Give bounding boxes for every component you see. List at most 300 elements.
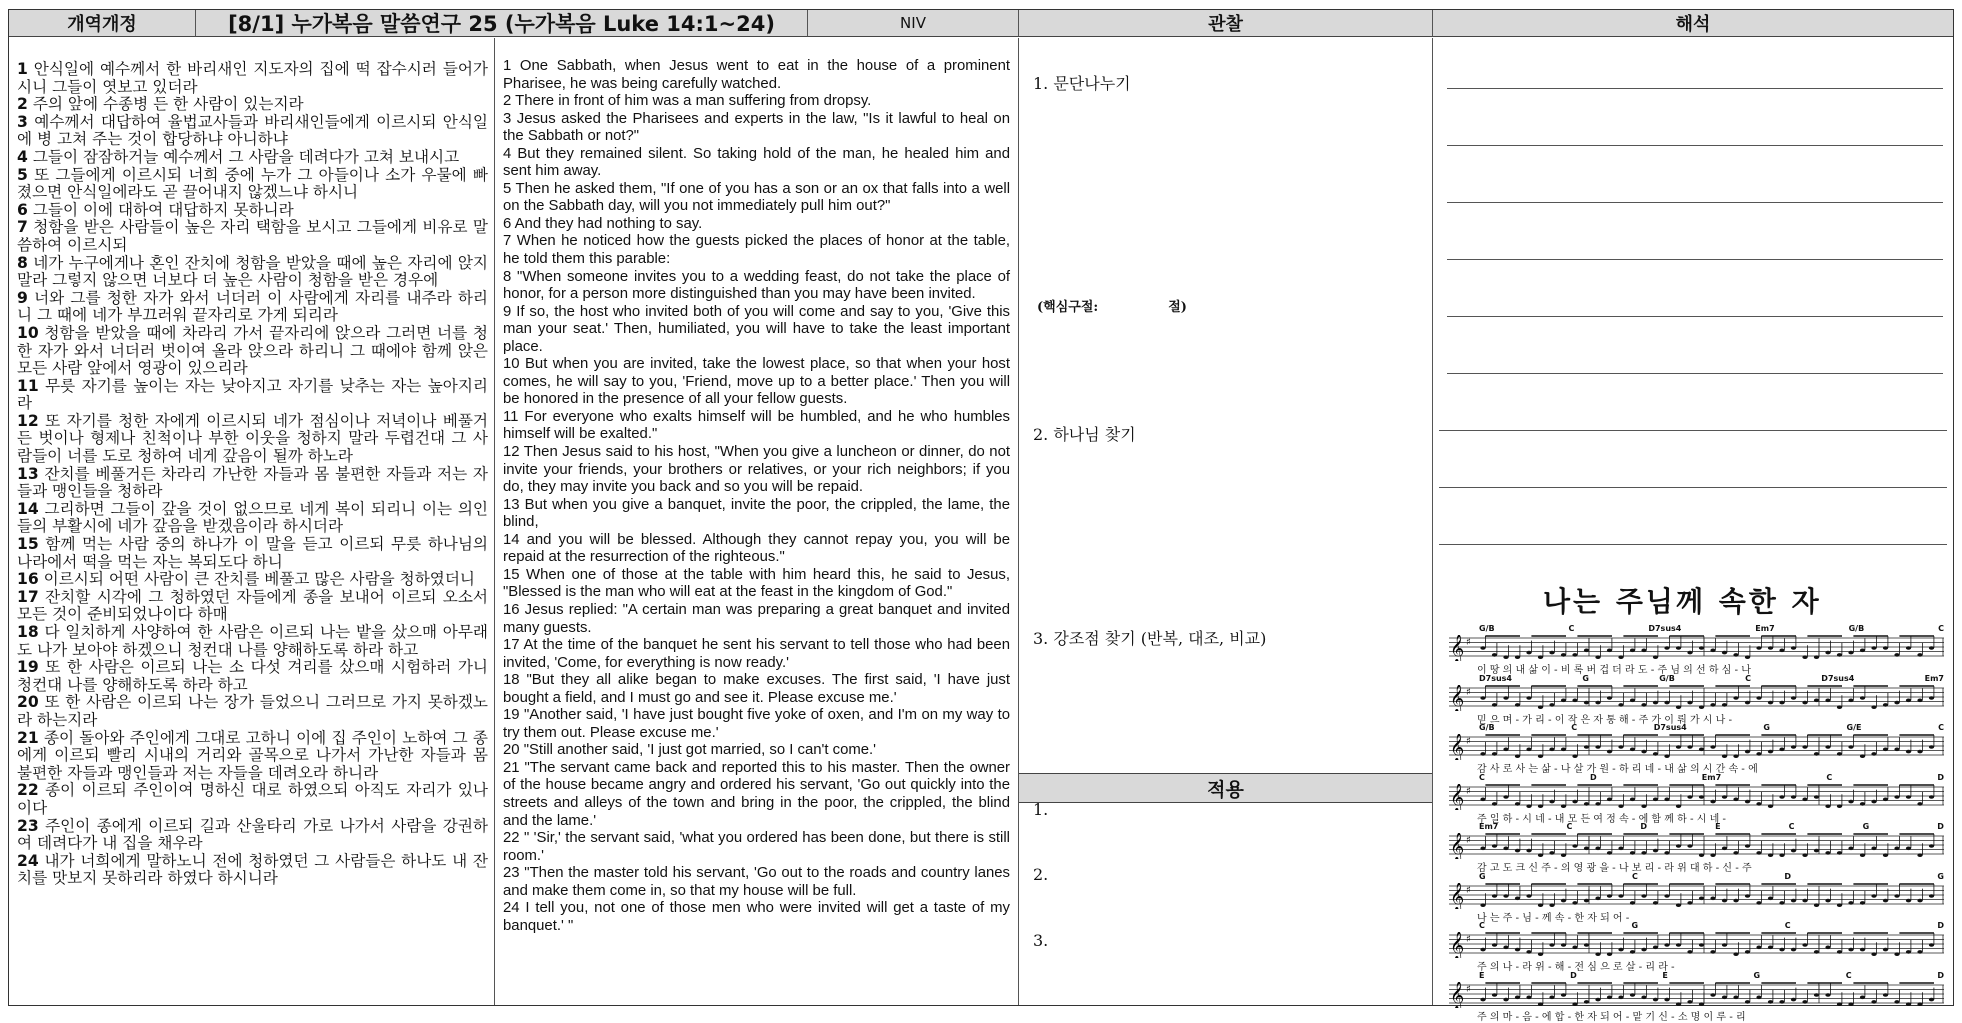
music-note [1722,995,1727,999]
music-note [1699,943,1704,947]
music-note [1848,901,1853,905]
chord-symbol: C [1479,772,1485,782]
chord-symbol: C [1568,624,1575,633]
interpretation-column [1433,38,1953,1023]
music-note [1526,651,1531,655]
writing-line [1447,145,1943,146]
music-note [1848,745,1853,749]
chord-symbol: G/B [1848,624,1865,633]
music-note [1722,847,1727,851]
music-note [1733,797,1738,801]
music-note [1676,646,1681,650]
chord-symbol: E [1715,822,1721,831]
music-note [1733,653,1738,657]
verse-text: 주의 앞에 수종병 든 한 사람이 있는지라 [27,95,304,114]
music-note [1768,896,1773,900]
verse-number: 7 [503,233,512,250]
verse-number: 18 [503,672,520,689]
music-note [1883,948,1888,952]
music-note [1618,703,1623,707]
music-note [1699,795,1704,799]
music-note [1630,950,1635,954]
music-note [1561,993,1566,997]
application-item-3: 3. [1033,931,1049,950]
music-note [1492,844,1497,848]
music-note [1871,705,1876,709]
music-note [1480,997,1485,1001]
niv-verse [503,497,1010,532]
music-note [1595,847,1600,851]
chord-symbol: D7sus4 [1648,624,1682,633]
verse-number: 2 [503,93,512,110]
treble-clef-icon: 𝄞 [1450,734,1465,760]
music-note [1618,847,1623,851]
verse-number: 15 [17,535,39,554]
music-note [1722,651,1727,655]
music-note [1607,851,1612,855]
music-note [1722,754,1727,758]
music-note [1906,898,1911,902]
music-note [1860,754,1865,758]
niv-verse [503,269,1010,304]
music-note [1664,754,1669,758]
verse-number: 22 [503,830,520,847]
music-note [1630,851,1635,855]
music-note [1848,948,1853,952]
niv-verse [503,637,1010,672]
staff-lines [1449,734,1944,760]
music-note [1687,745,1692,749]
music-note [1664,894,1669,898]
staff-lines [1449,932,1944,958]
music-note [1687,950,1692,954]
verse-text: " 'Sir,' the servant said, 'what you ordered has been done, but there is still room.' [503,830,1010,864]
music-note [1733,851,1738,855]
treble-clef-icon: 𝄞 [1450,783,1465,810]
music-note [1871,646,1876,650]
verse-text: 안식일에 예수께서 한 바리새인 지도자의 집에 떡 잡수시러 들어가시니 그들이 엿보고 있더라 [17,60,488,96]
verse-number: 17 [17,587,39,606]
music-note [1526,995,1531,999]
music-note [1572,653,1577,657]
music-note [1584,847,1589,851]
verse-number: 1 [503,58,512,74]
music-note [1802,700,1807,704]
verse-text: "But they all alike began to make excuses. The first said, 'I have just bought a field, and I must go and see it. Please excuse me.' [503,672,1010,706]
music-note [1595,997,1600,1001]
music-note [1630,748,1635,752]
music-note [1607,995,1612,999]
music-note [1676,903,1681,907]
music-note [1929,646,1934,650]
music-note [1526,894,1531,898]
music-note [1653,655,1658,659]
verse-number: 7 [17,218,28,237]
chord-symbol: G [1631,921,1639,930]
music-note [1549,799,1554,803]
music-note [1906,847,1911,851]
verse-text: 종이 이르되 주인이여 명하신 대로 하였으되 아직도 자리가 있나이다 [17,781,488,817]
music-note [1802,655,1807,659]
key-signature-icon: ♯ [1466,934,1471,945]
music-note [1848,799,1853,803]
application-item-2: 2. [1033,865,1049,884]
music-note [1768,853,1773,857]
music-note [1584,943,1589,947]
staff-lines [1449,784,1944,810]
music-note [1492,752,1497,756]
verse-text: 청함을 받았을 때에 차라리 가서 끝자리에 앉으라 그러면 너를 청한 자가 와서 너더러 벗이여 올라 앉으라 하리니 그 때에야 함께 앉은 모든 사람 앞에서 영광이 있으리라 [17,323,488,378]
music-note [1699,646,1704,650]
music-note [1503,795,1508,799]
observation-item-2: 2. 하나님 찾기 [1033,425,1136,444]
niv-verse [503,111,1010,146]
niv-verse [503,93,1010,111]
music-note [1894,795,1899,799]
music-note [1526,849,1531,853]
chord-symbol: G [1937,871,1944,881]
music-note [1779,748,1784,752]
music-note [1515,896,1520,900]
music-note [1584,802,1589,806]
music-note [1871,799,1876,803]
music-note [1503,748,1508,752]
music-note [1641,649,1646,653]
music-note [1791,948,1796,952]
music-note [1871,894,1876,898]
music-note [1584,1000,1589,1004]
verse-number: 3 [503,110,512,127]
music-note [1664,943,1669,947]
music-note [1561,943,1566,947]
verse-number: 5 [503,180,512,197]
music-note [1894,653,1899,657]
verse-number: 23 [503,865,520,882]
verse-text: "The servant came back and reported this to his master. Then the owner of the house became angry and ordered his servant, 'Go out quickly into the streets and alleys of the town and bring in the poor, the crippled, the blind and the lame.' [503,759,1010,829]
korean-verse [17,413,488,466]
treble-clef-icon: 𝄞 [1450,932,1465,958]
niv-verses-column [495,38,1019,1005]
chord-symbol: C [1784,921,1791,930]
music-note [1791,696,1796,700]
verse-text: "When someone invites you to a wedding feast, do not take the place of honor, for a person more distinguished than you may have been invited. [503,268,1010,303]
music-note [1779,853,1784,857]
music-note [1848,698,1853,702]
staff-lines [1449,635,1944,661]
music-note [1526,950,1531,954]
music-note [1860,802,1865,806]
music-note [1894,894,1899,898]
music-note [1699,1002,1704,1006]
niv-verse [503,602,1010,637]
music-note [1825,698,1830,702]
music-note [1561,653,1566,657]
music-note [1503,997,1508,1001]
key-signature-icon: ♯ [1466,835,1471,846]
korean-verse [17,378,488,413]
verse-number: 16 [503,601,520,618]
writing-line [1439,544,1947,545]
verse-text: 또 한 사람은 이르되 나는 소 다섯 겨리를 샀으매 시험하러 가니 청컨대 나를 양해하도록 하라 하고 [17,658,488,694]
verse-number: 8 [17,253,28,272]
music-note [1756,646,1761,650]
music-note [1538,705,1543,709]
korean-verse [17,624,488,659]
music-note [1710,950,1715,954]
music-note [1607,952,1612,956]
music-note [1779,901,1784,905]
music-note [1768,750,1773,754]
music-note [1722,703,1727,707]
music-note [1779,1000,1784,1004]
chord-symbol: D7sus4 [1479,673,1512,683]
music-note [1745,700,1750,704]
music-note [1515,754,1520,758]
chord-symbol: D [1784,871,1791,881]
music-note [1641,995,1646,999]
music-note [1917,653,1922,657]
music-note [1871,847,1876,851]
music-note [1676,1002,1681,1006]
music-note [1664,646,1669,650]
music-note [1561,853,1566,857]
verse-text: And they had nothing to say. [511,215,703,232]
music-note [1825,745,1830,749]
verse-text: 또 그들에게 이르시되 너희 중에 누가 그 아들이나 소가 우물에 빠졌으면 안식일에라도 곧 끌어내지 않겠느냐 하시니 [17,165,488,202]
music-note [1549,851,1554,855]
music-note [1549,995,1554,999]
music-note [1515,655,1520,659]
music-note [1906,646,1911,650]
lyrics-line: 주 의 마 - 음 - 에 합 - 한 자 되 어 - 맡 기 신 - 소 명 이 루 - 리 [1477,1011,1746,1023]
music-note [1710,799,1715,803]
music-note [1676,844,1681,848]
music-note [1733,952,1738,956]
observation-column [1019,38,1433,1005]
study-sheet [8,9,1954,1023]
observation-header: 관찰 [1019,10,1433,37]
verse-text: 그들이 잠잠하거늘 예수께서 그 사람을 데려다가 고쳐 보내시고 [27,147,460,166]
music-note [1595,655,1600,659]
music-note [1549,748,1554,752]
music-note [1607,750,1612,754]
verse-number: 11 [17,376,39,395]
music-note [1526,696,1531,700]
music-note [1480,847,1485,851]
music-note [1561,698,1566,702]
music-note [1618,995,1623,999]
music-note [1561,898,1566,902]
music-note [1538,853,1543,857]
music-note [1883,993,1888,997]
music-note [1664,700,1669,704]
music-note [1572,844,1577,848]
music-note [1791,646,1796,650]
music-note [1825,851,1830,855]
verse-number: 11 [503,408,519,425]
music-note [1676,804,1681,808]
music-note [1492,653,1497,657]
music-note [1653,946,1658,950]
verse-text: 또 한 사람은 이르되 나는 장가 들었으니 그러므로 가지 못하겠노라 하는지라 [17,693,488,729]
music-note [1561,804,1566,808]
music-note [1756,696,1761,700]
music-note [1699,853,1704,857]
verse-text: Then Jesus said to his host, "When you give a luncheon or dinner, do not invite your friends, your brothers or relatives, or your rich neighbors; if you do, they may invite you back and so you will be repaid. [503,444,1010,496]
niv-verse [503,707,1010,742]
korean-verse [17,290,488,325]
music-note [1526,748,1531,752]
niv-verse [503,760,1010,830]
music-note [1676,745,1681,749]
music-note [1572,698,1577,702]
verse-text: When he noticed how the guests picked the places of honor at the table, he told them this parable: [503,233,1010,268]
music-note [1779,700,1784,704]
chord-symbol: D7sus4 [1821,673,1855,683]
music-note [1814,993,1819,997]
niv-verse [503,409,1010,444]
verse-text: 주인이 종에게 이르되 길과 산울타리 가로 나가서 사람을 강권하여 데려다가 내 집을 채우라 [17,816,488,853]
music-note [1653,997,1658,1001]
page-title: [8/1] 누가복음 말씀연구 25 (누가복음 Luke 14:1~24) [196,10,808,37]
music-note [1756,901,1761,905]
music-note [1664,997,1669,1001]
writing-line [1447,316,1943,317]
music-note [1722,795,1727,799]
music-note [1814,752,1819,756]
music-note [1837,705,1842,709]
verse-text: One Sabbath, when Jesus went to eat in the house of a prominent Pharisee, he was being carefully watched. [503,58,1010,92]
music-note [1710,853,1715,857]
verse-number: 15 [503,566,520,583]
music-note [1906,750,1911,754]
music-note [1779,649,1784,653]
verse-text: 함께 먹는 사람 중의 하나가 이 말을 듣고 이르되 무릇 하나님의 나라에서 떡을 먹는 자는 복되도다 하니 [17,535,488,571]
lyrics-line: 나 는 주 - 님 - 께 속 - 한 자 되 어 - [1477,912,1630,924]
music-note [1538,655,1543,659]
korean-verse [17,255,488,290]
chord-symbol: D [1937,772,1944,782]
music-note [1860,948,1865,952]
niv-verse [503,900,1010,935]
music-note [1802,853,1807,857]
verse-number: 20 [17,693,39,712]
music-staff [1449,822,1944,872]
verse-text: 종이 돌아와 주인에게 그대로 고하니 이에 집 주인이 노하여 그 종에게 이르되 빨리 시내의 거리와 골목으로 나가서 가난한 자들과 몸 불편한 자들과 맹인들과 저는 자들을 데려오라 하니라 [17,728,488,782]
music-note [1883,646,1888,650]
lyrics-line: 주 일 하 - 시 네 - 내 모 든 여 정 속 - 에 함 께 하 - 시 네 - [1477,813,1727,825]
chord-symbol: C [1788,822,1795,831]
staff-lines [1449,883,1944,909]
music-note [1722,943,1727,947]
music-note [1756,995,1761,999]
music-note [1733,898,1738,902]
lyrics-line: 주 의 나 - 라 위 - 해 - 전 심 으 로 살 - 리 라 - [1477,962,1675,973]
niv-verse [503,216,1010,234]
niv-verse [503,58,1010,93]
music-note [1768,646,1773,650]
music-note [1814,655,1819,659]
music-note [1871,952,1876,956]
chord-symbol: C [1938,624,1944,633]
korean-verse [17,501,488,536]
verse-text: 그리하면 그들이 갚을 것이 없으므로 네게 복이 되리니 이는 의인들의 부활시에 네가 갚음을 받겠음이라 하시더라 [17,499,488,536]
music-note [1917,1002,1922,1006]
music-note [1894,952,1899,956]
verse-number: 1 [17,60,28,78]
music-note [1687,651,1692,655]
music-note [1802,1000,1807,1004]
niv-verse [503,146,1010,181]
music-note [1503,946,1508,950]
music-note [1883,748,1888,752]
key-signature-icon: ♯ [1466,884,1471,896]
korean-verse [17,466,488,501]
music-note [1538,754,1543,758]
verse-text: 예수께서 대답하여 율법교사들과 바리새인들에게 이르시되 안식일에 병 고쳐 주는 것이 합당하냐 아니하냐 [17,112,488,149]
chord-symbol: E [1479,970,1485,980]
chord-symbol: G [1479,871,1486,881]
music-note [1825,946,1830,950]
music-note [1618,745,1623,749]
chord-symbol: C [1938,723,1944,732]
sheet-music [1449,624,1944,1023]
music-note [1699,748,1704,752]
verse-text: 너와 그를 청한 자가 와서 너더러 이 사람에게 자리를 내주라 하리니 그 때에 네가 부끄러워 끝자리로 가게 되리라 [17,288,488,325]
music-note [1825,804,1830,808]
korean-verses-column [9,38,495,1005]
niv-verse [503,233,1010,268]
music-note [1733,696,1738,700]
music-note [1664,797,1669,801]
music-note [1860,696,1865,700]
music-note [1549,651,1554,655]
music-note [1572,754,1577,758]
chord-symbol: C [1632,871,1638,881]
music-note [1929,745,1934,749]
music-note [1802,898,1807,902]
verse-number: 18 [17,623,39,641]
music-note [1929,696,1934,700]
music-note [1687,1000,1692,1004]
key-signature-icon: ♯ [1466,637,1471,648]
music-note [1630,698,1635,702]
chord-symbol: C [1845,970,1852,980]
niv-verse [503,567,1010,602]
chord-symbol: D [1570,970,1577,980]
verse-number: 21 [17,728,39,747]
music-note [1745,894,1750,898]
writing-line [1447,259,1943,260]
korean-verse [17,818,488,853]
niv-verse [503,742,1010,760]
music-note [1745,1000,1750,1004]
music-note [1618,655,1623,659]
verse-number: 3 [17,112,28,131]
music-note [1641,750,1646,754]
chord-symbol: D7sus4 [1653,723,1687,732]
korean-verse [17,325,488,378]
verse-text: Jesus asked the Pharisees and experts in the law, "Is it lawful to heal on the Sabbath or not?" [503,110,1010,145]
music-note [1595,745,1600,749]
music-note [1768,946,1773,950]
music-note [1584,649,1589,653]
music-note [1653,700,1658,704]
music-staff [1449,674,1944,724]
music-note [1515,703,1520,707]
key-signature-icon: ♯ [1466,785,1471,797]
chord-symbol: G/E [1846,723,1862,732]
